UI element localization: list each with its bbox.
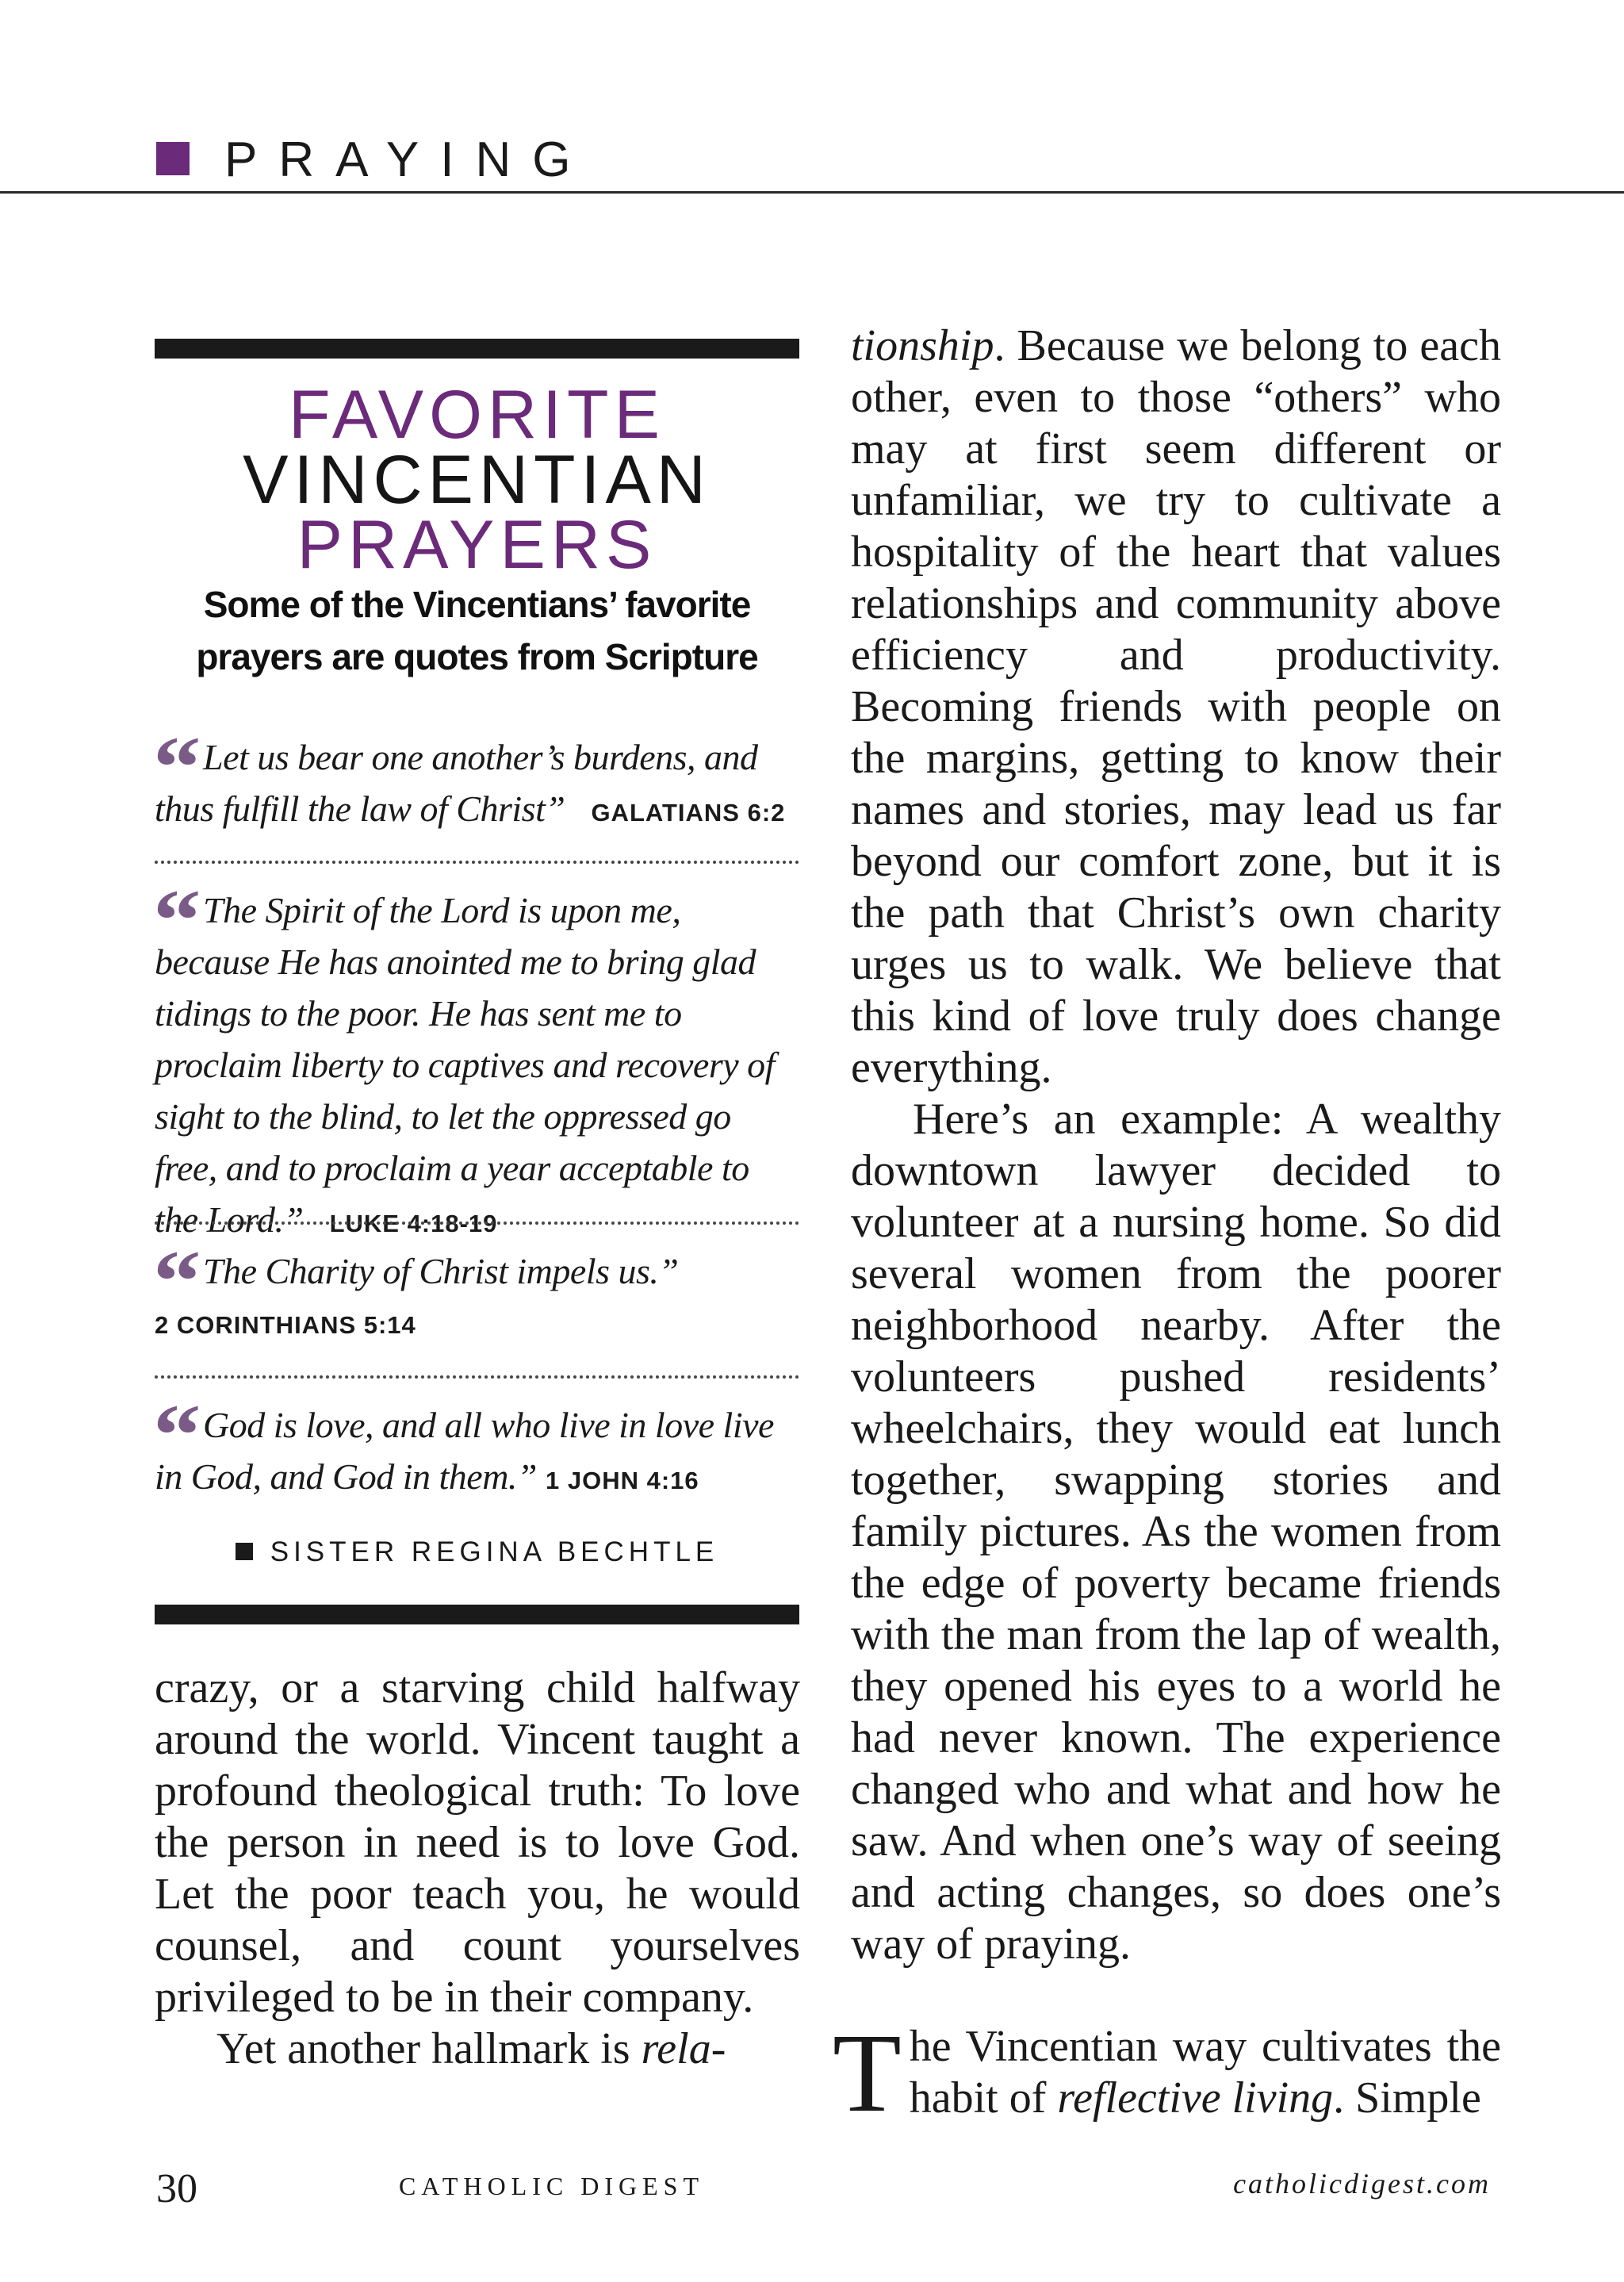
quote-text: God is love, and all who live in love live in God, and God in them.” xyxy=(155,1405,774,1497)
quote-citation: LUKE 4:18-19 xyxy=(329,1210,498,1237)
sidebar-subtitle-line1: Some of the Vincentians’ favorite xyxy=(203,584,751,625)
body-paragraph xyxy=(851,320,1501,1094)
dotted-divider xyxy=(155,1375,799,1379)
sidebar-bottom-bar xyxy=(155,1605,799,1624)
scripture-quote xyxy=(152,719,799,838)
body-text: Yet another hallmark is xyxy=(216,2024,642,2073)
sidebar-box xyxy=(152,339,799,1624)
sidebar-subtitle-line2: prayers are quotes from Scripture xyxy=(196,636,758,677)
sidebar-title-line1: FAVORITE xyxy=(289,377,665,453)
quote-mark-icon: “ xyxy=(152,872,190,968)
author-byline xyxy=(155,1536,799,1568)
quote-text: Let us bear one another’s burdens, and thus fulfill the law of Christ” xyxy=(155,737,758,829)
body-paragraph: crazy, or a starving child halfway around the world. Vincent taught a profound theological truth: To love the person in need is to love God. Let the poor teach you, he would counsel, and count yourselves privileged to be in their company. xyxy=(155,1663,800,2022)
website-url: catholicdigest.com xyxy=(1233,2168,1491,2200)
scripture-quote xyxy=(152,1233,799,1354)
byline-square-icon xyxy=(236,1543,253,1560)
quote-mark-icon: “ xyxy=(152,1386,190,1483)
body-text: . Because we belong to each other, even to those “others” who may at first seem different or unfamiliar, we try to cultivate a hospitality of the heart that values relationships and community above efficiency and productivity. Becoming friends with people on the margins, getting to know their names and stories, may lead us far beyond our comfort zone, but it is the path that Christ’s own charity urges us to walk. We believe that this kind of love truly does change everything. xyxy=(851,321,1501,1092)
page-number: 30 xyxy=(156,2166,197,2211)
body-italic-text: reflective living xyxy=(1057,2073,1334,2123)
body-paragraph xyxy=(155,2023,800,2075)
publication-name: CATHOLIC DIGEST xyxy=(399,2172,704,2200)
sidebar-subtitle xyxy=(155,578,799,683)
sidebar-top-bar xyxy=(155,339,799,359)
scripture-quote xyxy=(152,1386,799,1506)
quote-text: The Charity of Christ impels us.” xyxy=(203,1251,679,1291)
quote-citation: GALATIANS 6:2 xyxy=(591,799,786,827)
header-rule xyxy=(0,191,1624,194)
quote-citation: 1 JOHN 4:16 xyxy=(546,1467,699,1494)
quote-citation: 2 CORINTHIANS 5:14 xyxy=(155,1311,416,1339)
body-column-left xyxy=(155,1663,800,2075)
quote-text: The Spirit of the Lord is upon me, because He has anointed me to bring glad tidings to the poor. He has sent me to proclaim liberty to captives and recovery of sight to the blind, to let the oppressed go free, and to proclaim a year acceptable to the Lord.” xyxy=(155,890,775,1240)
body-column-right xyxy=(851,320,1501,1970)
section-marker-square xyxy=(156,142,190,175)
body-italic-text: rela- xyxy=(641,2024,726,2073)
scripture-quote xyxy=(152,872,799,1249)
sidebar-title-line2: VINCENTIAN xyxy=(243,442,711,518)
dotted-divider xyxy=(155,1222,799,1225)
author-name: SISTER REGINA BECHTLE xyxy=(270,1536,719,1567)
drop-cap: T xyxy=(833,2010,902,2135)
quote-mark-icon: “ xyxy=(152,1233,190,1329)
body-paragraph: Here’s an example: A wealthy downtown lawyer decided to volunteer at a nursing home. So did several women from the poorer neighborhood nearby. After the volunteers pushed residents’ wheelchairs, they would eat lunch together, swapping stories and family pictures. As the women from the edge of poverty became friends with the man from the lap of wealth, they opened his eyes to a world he had never known. The experience changed who and what and how he saw. And when one’s way of seeing and acting changes, so does one’s way of praying. xyxy=(851,1095,1501,1969)
body-italic-text: tionship xyxy=(851,321,994,370)
body-text: he Vincentian way cultivates the habit of xyxy=(909,2022,1501,2123)
body-paragraph-dropcap xyxy=(833,2010,1501,2135)
dotted-divider xyxy=(155,861,799,864)
sidebar-title-line3: PRAYERS xyxy=(297,507,657,583)
section-label: PRAYING xyxy=(224,132,592,187)
body-text: . Simple xyxy=(1333,2073,1481,2123)
quote-mark-icon: “ xyxy=(152,719,190,815)
